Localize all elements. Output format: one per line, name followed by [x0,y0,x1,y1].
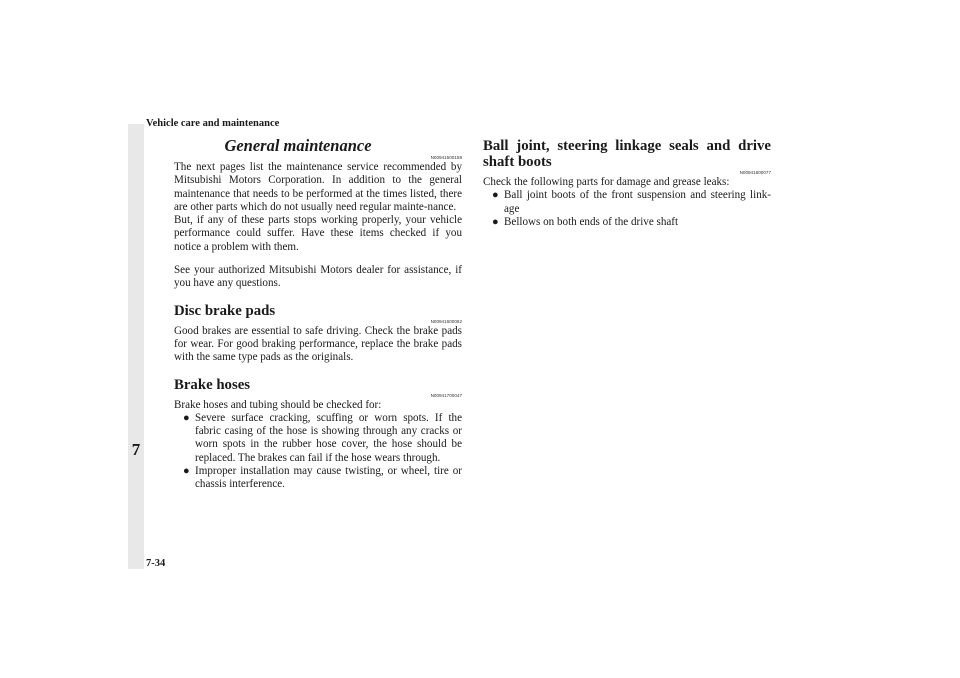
brake-hoses-intro: Brake hoses and tubing should be checked for: [174,398,382,411]
disc-brake-pads-para: Good brakes are essential to safe driving. Check the brake pads for wear. For good braking performance, replace the brake pads with the same type pads as the originals. [174,324,462,364]
bullet-icon: ● [492,215,499,228]
chapter-number: 7 [131,440,141,459]
general-para-2: But, if any of these parts stops working properly, your vehicle performance could suffer. Have these items checked if you notice a problem with them. [174,214,462,253]
disc-brake-pads-code: N00941600062 [430,318,462,324]
right-column [483,138,771,229]
brake-hoses-title: Brake hoses [174,376,251,393]
general-maintenance-title: General maintenance [224,136,372,155]
list-item [174,412,462,465]
ball-joint-code: N00941800077 [739,170,771,175]
ball-joint-bullet-1: Ball joint boots of the front suspension and steering link-age [504,189,771,215]
disc-brake-pads-title: Disc brake pads [174,302,276,319]
bullet-icon: ● [183,465,190,478]
general-para-1: The next pages list the maintenance service recommended by Mitsubishi Motors Corporation. In addition to the general maintenance that needs to be performed at the times listed, there are other parts which do not usually need regular mainte-nance. [174,161,462,213]
left-column [174,137,462,492]
bullet-icon: ● [183,411,190,424]
ball-joint-bullet-2: Bellows on both ends of the drive shaft [504,215,679,228]
general-maintenance-code: N00941500159 [430,155,462,160]
brake-hoses-code: N00941700047 [430,392,462,398]
bullet-icon: ● [492,189,499,202]
general-para-3: See your authorized Mitsubishi Motors dealer for assistance, if you have any questions. [174,264,462,290]
brake-hoses-bullet-2: Improper installation may cause twisting, or wheel, tire or chassis interference. [195,465,462,491]
ball-joint-intro: Check the following parts for damage and grease leaks: [483,176,730,188]
brake-hoses-bullet-1: Severe surface cracking, scuffing or worn spots. If the fabric casing of the hose is showing through any cracks or worn spots in the rubber hose cover, the hose should be replaced. The brakes can fail if the hose wears through. [195,411,462,464]
page-number: 7-34 [146,558,166,569]
list-item [483,216,771,229]
chapter-tab [128,124,144,569]
section-header: Vehicle care and maintenance [146,118,280,129]
list-item [483,189,771,216]
ball-joint-title: Ball joint, steering linkage seals and drive shaft boots [483,138,771,170]
list-item [174,465,462,492]
